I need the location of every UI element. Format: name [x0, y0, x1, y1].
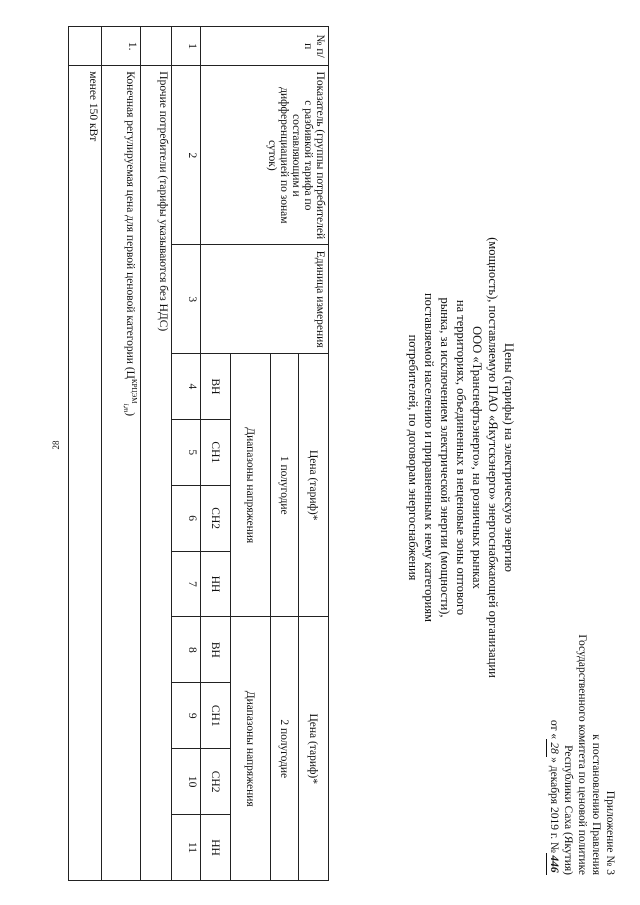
appendix-line: Государственного комитета по ценовой политике — [576, 634, 588, 875]
tariff-table — [68, 26, 329, 881]
appendix-line: Республики Саха (Якутия) — [562, 745, 574, 875]
section-title: Прочие потребители (тарифы указываются без НДС) — [141, 66, 172, 881]
header-voltage-ranges-2: Диапазоны напряжения — [231, 617, 271, 881]
decree-number: 446 — [546, 853, 561, 875]
column-number: 9 — [172, 683, 201, 749]
row-category-text: Конечная регулируемая цена для первой ценовой категории — [124, 71, 137, 364]
column-number: 2 — [172, 66, 201, 245]
column-number: 7 — [172, 551, 201, 617]
column-number: 6 — [172, 485, 201, 551]
appendix-header — [546, 634, 617, 875]
title-line: на территориях, объединенных в неценовые зоны оптового — [454, 299, 468, 616]
section-no-cell — [141, 27, 172, 66]
voltage-sn2: СН2 — [201, 485, 231, 551]
title-line: Цены (тарифы) на электрическую энергию — [502, 343, 516, 572]
document-title — [405, 150, 517, 765]
row-capacity: менее 150 кВт — [69, 66, 102, 881]
voltage-nn: НН — [201, 815, 231, 881]
header-voltage-ranges-1: Диапазоны напряжения — [231, 354, 271, 617]
formula-superscript: КРЦЭМ — [130, 378, 138, 404]
formula-subscript: i,m — [121, 403, 130, 413]
column-number: 3 — [172, 245, 201, 354]
appendix-line: к постановлению Правления — [590, 734, 602, 875]
date-prefix: от « — [548, 719, 560, 740]
date-middle: » декабря 2019 г. № — [548, 757, 560, 853]
formula-symbol: Ц — [124, 370, 137, 379]
row-number-empty — [69, 27, 102, 66]
column-number: 8 — [172, 617, 201, 683]
title-line: ООО «Транснефтьэнерго», на розничных рынках — [470, 326, 484, 589]
column-number: 10 — [172, 749, 201, 815]
title-line: потребителей, по договорам энергоснабжения — [406, 334, 420, 581]
row-number: 1. — [102, 27, 141, 66]
appendix-date-line — [546, 634, 561, 875]
page-number: 28 — [51, 440, 61, 450]
header-half1: 1 полугодие — [271, 354, 299, 617]
voltage-sn1: СН1 — [201, 419, 231, 485]
column-number: 5 — [172, 419, 201, 485]
header-price-half2: Цена (тариф)* — [299, 617, 329, 881]
date-day: 28 — [546, 739, 561, 757]
header-unit: Единица измерения — [201, 245, 329, 354]
title-line: (мощность), поставляемую ПАО «Якутскэнерго» энергоснабжающей организации — [486, 237, 500, 678]
header-indicator: Показатель (группы потребителей с разбивкой тарифа по составляющим и дифференциацией по зонам суток) — [201, 66, 329, 245]
header-price-half1: Цена (тариф)* — [299, 354, 329, 617]
voltage-sn2: СН2 — [201, 749, 231, 815]
column-number: 11 — [172, 815, 201, 881]
voltage-nn: НН — [201, 551, 231, 617]
voltage-vn: ВН — [201, 354, 231, 420]
title-line: поставляемой населению и приравненным к нему категориям — [422, 292, 436, 623]
row-category: Конечная регулируемая цена для первой ценовой категории $(Ц^{КРЦЭМ}_{i,m})$ — [102, 66, 141, 881]
appendix-title: Приложение № 3 — [604, 790, 616, 875]
voltage-vn: ВН — [201, 617, 231, 683]
column-number: 4 — [172, 354, 201, 420]
voltage-sn1: СН1 — [201, 683, 231, 749]
header-no: № п/п — [201, 27, 329, 66]
title-line: рынка, за исключением электрической энергии (мощности), — [438, 297, 452, 618]
column-number: 1 — [172, 27, 201, 66]
document-page — [25, 20, 625, 895]
header-half2: 2 полугодие — [271, 617, 299, 881]
